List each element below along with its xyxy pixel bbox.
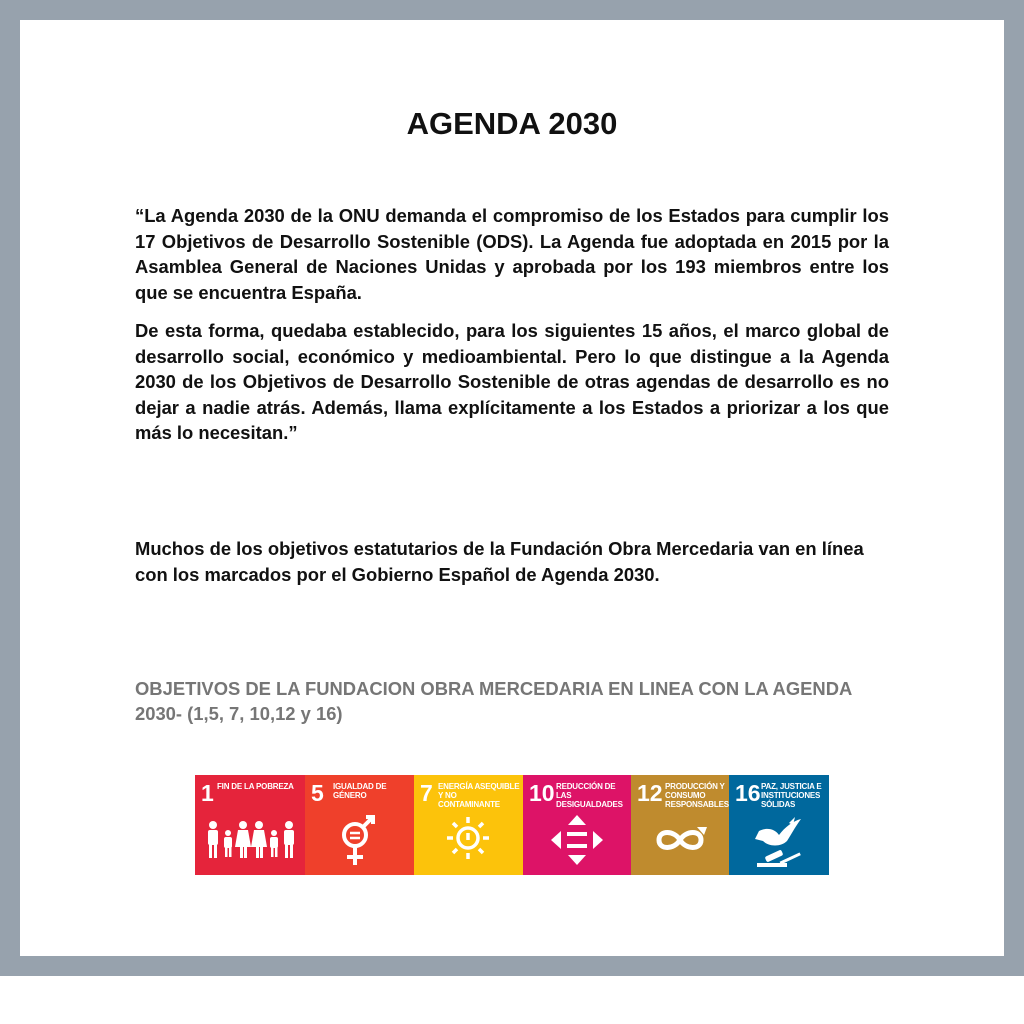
quote-paragraph-1: “La Agenda 2030 de la ONU demanda el compromiso de los Estados para cumplir los 17 Objetivos de Desarrollo Sostenible (ODS). La Agenda fue adoptada en 2015 por la Asamblea General de Naciones Unidas y aprobada por los 193 miembros entre los que se encuentra España. (135, 205, 889, 303)
infinity-icon (631, 813, 729, 875)
sdg-number: 5 (311, 780, 324, 806)
sdg-number: 1 (201, 780, 214, 806)
sdg-tile-7 (414, 775, 523, 875)
sdg-tile-10 (523, 775, 631, 875)
sdg-label: IGUALDAD DE GÉNERO (333, 782, 387, 800)
quote-paragraph-2: De esta forma, quedaba establecido, para los siguientes 15 años, el marco global de desarrollo social, económico y medioambiental. Pero lo que distingue a la Agenda 2030 de los Objetivos de Desarrollo Sostenible de otras agendas de desarrollo es no dejar a nadie atrás. Además, llama explícitamente a los Estados a priorizar a los que más lo necesitan.” (135, 320, 889, 443)
sdg-label: ENERGÍA ASEQUIBLE Y NO CONTAMINANTE (438, 782, 520, 809)
sdg-tile-1 (195, 775, 305, 875)
sdg-tile-12 (631, 775, 729, 875)
objectives-subheading: OBJETIVOS DE LA FUNDACION OBRA MERCEDARIA EN LINEA CON LA AGENDA 2030- (1,5, 7, 10,12 y 16) (135, 678, 852, 724)
gender-equality-icon (305, 813, 414, 875)
sdg-tile-16 (729, 775, 829, 875)
sdg-tiles-row (195, 775, 829, 875)
sdg-label: PAZ, JUSTICIA E INSTITUCIONES SÓLIDAS (761, 782, 822, 809)
page-title: AGENDA 2030 (406, 106, 618, 141)
sdg-tile-5 (305, 775, 414, 875)
sdg-number: 16 (735, 780, 761, 806)
sdg-number: 7 (420, 780, 433, 806)
sdg-label: FIN DE LA POBREZA (217, 782, 294, 791)
sdg-label: REDUCCIÓN DE LAS DESIGUALDADES (556, 782, 623, 809)
dove-gavel-icon (729, 813, 829, 875)
foundation-paragraph: Muchos de los objetivos estatutarios de la Fundación Obra Mercedaria van en línea con los marcados por el Gobierno Español de Agenda 2030. (135, 538, 864, 585)
equality-arrows-icon (523, 813, 631, 875)
sdg-number: 10 (529, 780, 555, 806)
sun-power-icon (414, 813, 523, 875)
family-icon (195, 813, 305, 875)
sdg-number: 12 (637, 780, 663, 806)
sdg-label: PRODUCCIÓN Y CONSUMO RESPONSABLES (665, 782, 729, 809)
